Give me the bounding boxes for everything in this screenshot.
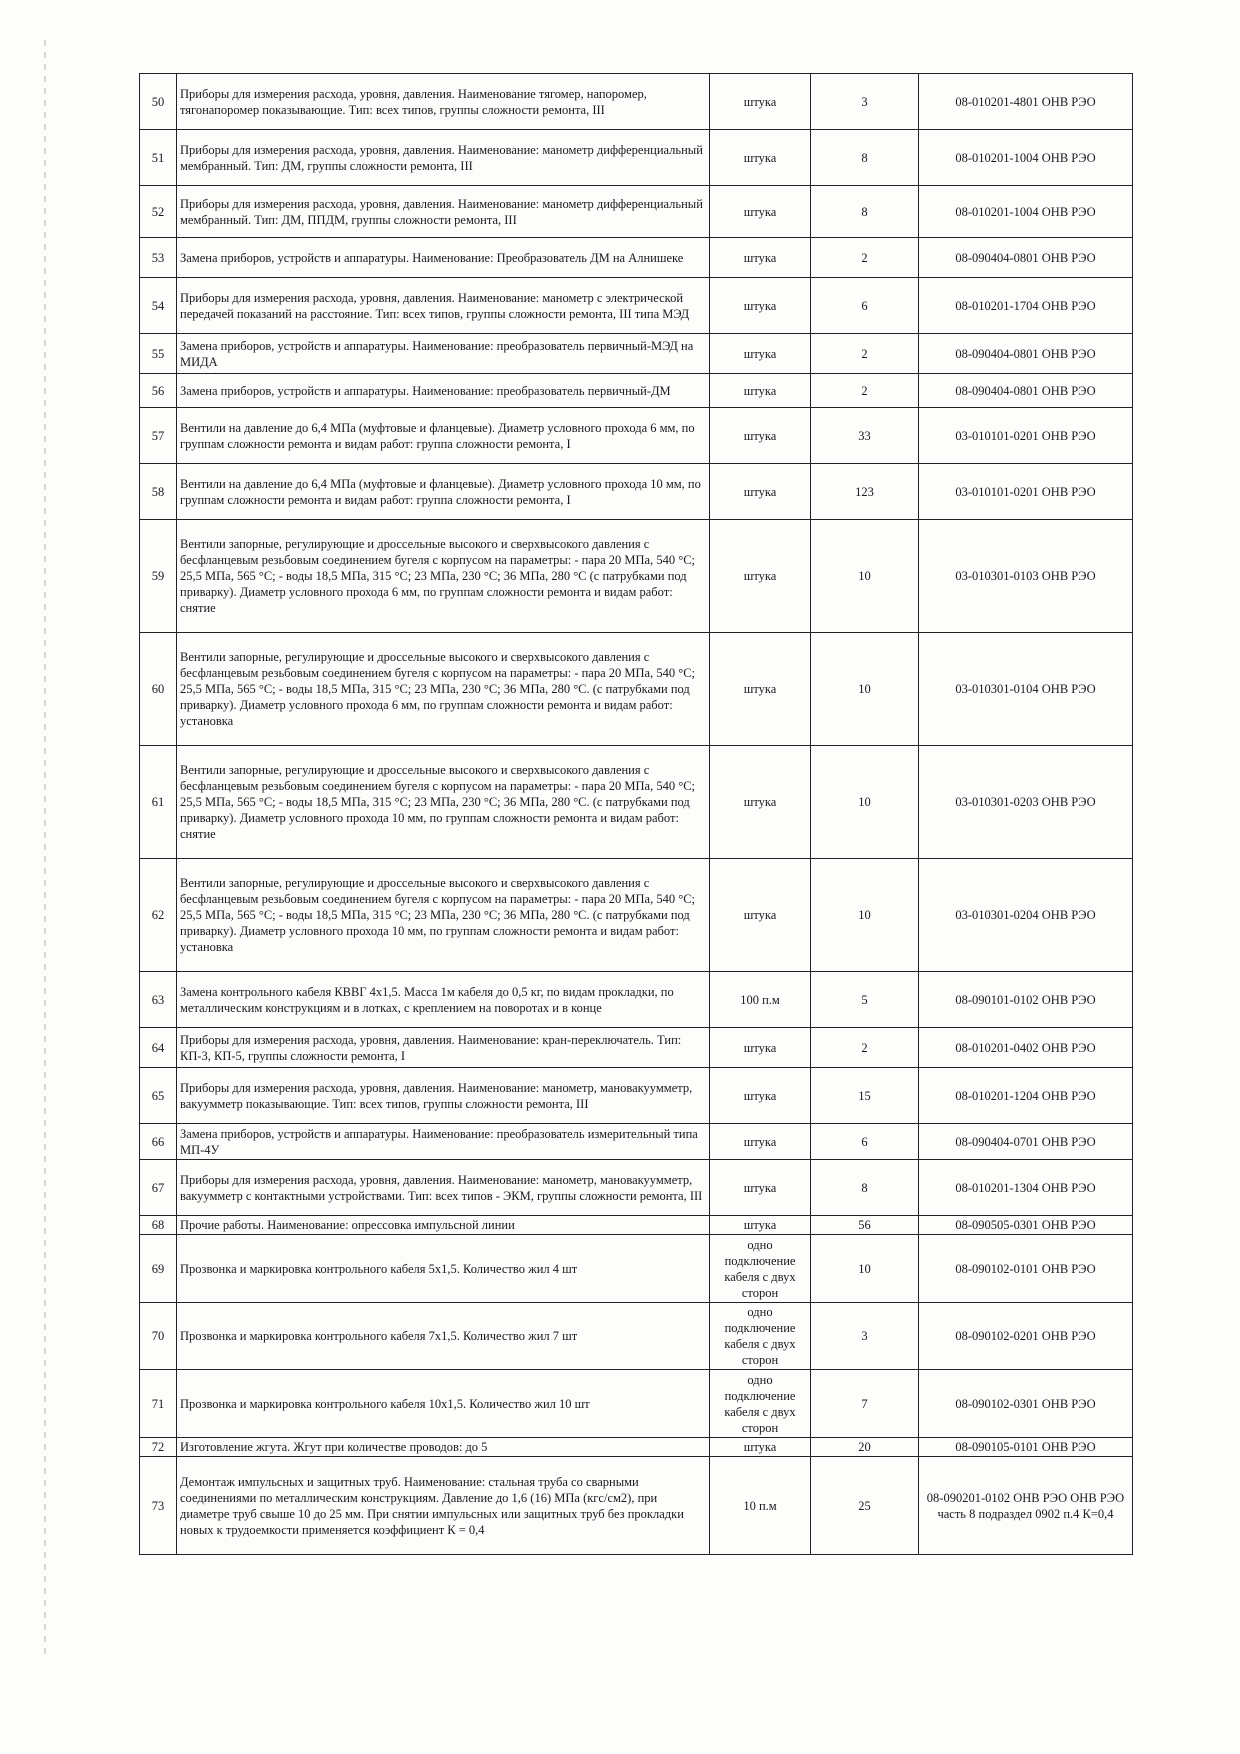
- quantity: 10: [811, 859, 919, 972]
- row-number: 64: [140, 1028, 177, 1068]
- table-row: [140, 408, 1133, 464]
- table-row: [140, 746, 1133, 859]
- norm-code: 08-090102-0201 ОНВ РЭО: [919, 1303, 1133, 1370]
- table-row: [140, 633, 1133, 746]
- norm-code: 03-010301-0203 ОНВ РЭО: [919, 746, 1133, 859]
- norm-code: 08-090102-0101 ОНВ РЭО: [919, 1235, 1133, 1303]
- norm-code: 08-090505-0301 ОНВ РЭО: [919, 1216, 1133, 1235]
- table-row: [140, 1370, 1133, 1438]
- row-number: 56: [140, 374, 177, 408]
- work-description: Вентили запорные, регулирующие и дроссельные высокого и сверхвысокого давления с бесфланцевым резьбовым соединением бугеля с корпусом на параметры: - пара 20 МПа, 540 °С; 25,5 МПа, 565 °С; - воды 18,5 МПа, 315 °С; 23 МПа, 230 °С; 36 МПа, 280 °С. (с патрубками под приварку). Диаметр условного прохода 10 мм, по группам сложности ремонта и видам работ: снятие: [177, 746, 710, 859]
- table-row: [140, 520, 1133, 633]
- quantity: 25: [811, 1457, 919, 1555]
- norm-code: 08-090105-0101 ОНВ РЭО: [919, 1438, 1133, 1457]
- quantity: 10: [811, 520, 919, 633]
- norm-code: 08-090201-0102 ОНВ РЭО ОНВ РЭО часть 8 подраздел 0902 п.4 К=0,4: [919, 1457, 1133, 1555]
- row-number: 68: [140, 1216, 177, 1235]
- quantity: 10: [811, 633, 919, 746]
- unit-of-measure: штука: [710, 1028, 811, 1068]
- table-row: [140, 374, 1133, 408]
- unit-of-measure: штука: [710, 1438, 811, 1457]
- unit-of-measure: штука: [710, 859, 811, 972]
- table-row: [140, 238, 1133, 278]
- unit-of-measure: штука: [710, 238, 811, 278]
- row-number: 69: [140, 1235, 177, 1303]
- row-number: 71: [140, 1370, 177, 1438]
- work-description: Замена приборов, устройств и аппаратуры. Наименование: преобразователь первичный-МЭД на МИДА: [177, 334, 710, 374]
- table-row: [140, 1068, 1133, 1124]
- norm-code: 08-010201-1004 ОНВ РЭО: [919, 186, 1133, 238]
- norm-code: 03-010301-0103 ОНВ РЭО: [919, 520, 1133, 633]
- work-description: Вентили запорные, регулирующие и дроссельные высокого и сверхвысокого давления с бесфланцевым резьбовым соединением бугеля с корпусом на параметры: - пара 20 МПа, 540 °С; 25,5 МПа, 565 °С; - воды 18,5 МПа, 315 °С; 23 МПа, 230 °С; 36 МПа, 280 °С. (с патрубками под приварку). Диаметр условного прохода 6 мм, по группам сложности ремонта и видам работ: установка: [177, 633, 710, 746]
- document-sheet: [139, 73, 1132, 1555]
- work-description: Замена приборов, устройств и аппаратуры. Наименование: преобразователь измерительный типа МП-4У: [177, 1124, 710, 1160]
- work-description: Прозвонка и маркировка контрольного кабеля 7х1,5. Количество жил 7 шт: [177, 1303, 710, 1370]
- row-number: 66: [140, 1124, 177, 1160]
- unit-of-measure: штука: [710, 130, 811, 186]
- scan-edge-marks: [44, 40, 46, 1660]
- table-body: [140, 74, 1133, 1555]
- quantity: 8: [811, 1160, 919, 1216]
- work-items-table: [139, 73, 1133, 1555]
- norm-code: 08-090404-0701 ОНВ РЭО: [919, 1124, 1133, 1160]
- unit-of-measure: одно подключение кабеля с двух сторон: [710, 1235, 811, 1303]
- table-row: [140, 1124, 1133, 1160]
- quantity: 10: [811, 1235, 919, 1303]
- work-description: Вентили запорные, регулирующие и дроссельные высокого и сверхвысокого давления с бесфланцевым резьбовым соединением бугеля с корпусом на параметры: - пара 20 МПа, 540 °С; 25,5 МПа, 565 °С; - воды 18,5 МПа, 315 °С; 23 МПа, 230 °С; 36 МПа, 280 °С. (с патрубками под приварку). Диаметр условного прохода 10 мм, по группам сложности ремонта и видам работ: установка: [177, 859, 710, 972]
- quantity: 8: [811, 186, 919, 238]
- table-row: [140, 130, 1133, 186]
- table-row: [140, 1457, 1133, 1555]
- row-number: 67: [140, 1160, 177, 1216]
- norm-code: 03-010101-0201 ОНВ РЭО: [919, 408, 1133, 464]
- table-row: [140, 464, 1133, 520]
- work-description: Замена приборов, устройств и аппаратуры. Наименование: преобразователь первичный-ДМ: [177, 374, 710, 408]
- norm-code: 08-090102-0301 ОНВ РЭО: [919, 1370, 1133, 1438]
- work-description: Прозвонка и маркировка контрольного кабеля 10х1,5. Количество жил 10 шт: [177, 1370, 710, 1438]
- table-row: [140, 1160, 1133, 1216]
- work-description: Приборы для измерения расхода, уровня, давления. Наименование: манометр, мановакуумметр, вакуумметр показывающие. Тип: всех типов, группы сложности ремонта, III: [177, 1068, 710, 1124]
- norm-code: 08-010201-1204 ОНВ РЭО: [919, 1068, 1133, 1124]
- work-description: Вентили запорные, регулирующие и дроссельные высокого и сверхвысокого давления с бесфланцевым резьбовым соединением бугеля с корпусом на параметры: - пара 20 МПа, 540 °С; 25,5 МПа, 565 °С; - воды 18,5 МПа, 315 °С; 23 МПа, 230 °С; 36 МПа, 280 °С (с патрубками под приварку). Диаметр условного прохода 6 мм, по группам сложности ремонта и видам работ: снятие: [177, 520, 710, 633]
- unit-of-measure: штука: [710, 374, 811, 408]
- unit-of-measure: одно подключение кабеля с двух сторон: [710, 1303, 811, 1370]
- work-description: Демонтаж импульсных и защитных труб. Наименование: стальная труба со сварными соединениями по металлическим конструкциям. Давление до 1,6 (16) МПа (кгс/см2), при диаметре труб свыше 10 до 25 мм. При снятии импульсных или защитных труб без прокладки новых к трудоемкости применяется коэффициент К = 0,4: [177, 1457, 710, 1555]
- row-number: 58: [140, 464, 177, 520]
- quantity: 2: [811, 334, 919, 374]
- row-number: 70: [140, 1303, 177, 1370]
- norm-code: 08-010201-4801 ОНВ РЭО: [919, 74, 1133, 130]
- row-number: 65: [140, 1068, 177, 1124]
- quantity: 7: [811, 1370, 919, 1438]
- quantity: 6: [811, 278, 919, 334]
- row-number: 50: [140, 74, 177, 130]
- unit-of-measure: 100 п.м: [710, 972, 811, 1028]
- norm-code: 03-010301-0104 ОНВ РЭО: [919, 633, 1133, 746]
- unit-of-measure: штука: [710, 464, 811, 520]
- row-number: 72: [140, 1438, 177, 1457]
- quantity: 10: [811, 746, 919, 859]
- unit-of-measure: штука: [710, 278, 811, 334]
- quantity: 56: [811, 1216, 919, 1235]
- unit-of-measure: штука: [710, 1160, 811, 1216]
- work-description: Приборы для измерения расхода, уровня, давления. Наименование: манометр с электрической передачей показаний на расстояние. Тип: всех типов, группы сложности ремонта, III типа МЭД: [177, 278, 710, 334]
- row-number: 73: [140, 1457, 177, 1555]
- quantity: 33: [811, 408, 919, 464]
- quantity: 3: [811, 1303, 919, 1370]
- work-description: Вентили на давление до 6,4 МПа (муфтовые и фланцевые). Диаметр условного прохода 10 мм, по группам сложности ремонта и видам работ: группа сложности ремонта, I: [177, 464, 710, 520]
- norm-code: 08-010201-1704 ОНВ РЭО: [919, 278, 1133, 334]
- quantity: 123: [811, 464, 919, 520]
- quantity: 20: [811, 1438, 919, 1457]
- unit-of-measure: штука: [710, 520, 811, 633]
- unit-of-measure: штука: [710, 746, 811, 859]
- unit-of-measure: штука: [710, 408, 811, 464]
- work-description: Изготовление жгута. Жгут при количестве проводов: до 5: [177, 1438, 710, 1457]
- table-row: [140, 1303, 1133, 1370]
- norm-code: 08-010201-1304 ОНВ РЭО: [919, 1160, 1133, 1216]
- norm-code: 03-010301-0204 ОНВ РЭО: [919, 859, 1133, 972]
- unit-of-measure: одно подключение кабеля с двух сторон: [710, 1370, 811, 1438]
- row-number: 60: [140, 633, 177, 746]
- norm-code: 08-010201-1004 ОНВ РЭО: [919, 130, 1133, 186]
- row-number: 61: [140, 746, 177, 859]
- work-description: Вентили на давление до 6,4 МПа (муфтовые и фланцевые). Диаметр условного прохода 6 мм, по группам сложности ремонта и видам работ: группа сложности ремонта, I: [177, 408, 710, 464]
- quantity: 2: [811, 374, 919, 408]
- row-number: 59: [140, 520, 177, 633]
- row-number: 62: [140, 859, 177, 972]
- norm-code: 08-090404-0801 ОНВ РЭО: [919, 334, 1133, 374]
- quantity: 6: [811, 1124, 919, 1160]
- work-description: Приборы для измерения расхода, уровня, давления. Наименование: кран-переключатель. Тип: КП-3, КП-5, группы сложности ремонта, I: [177, 1028, 710, 1068]
- table-row: [140, 1216, 1133, 1235]
- row-number: 53: [140, 238, 177, 278]
- work-description: Прочие работы. Наименование: опрессовка импульсной линии: [177, 1216, 710, 1235]
- work-description: Прозвонка и маркировка контрольного кабеля 5х1,5. Количество жил 4 шт: [177, 1235, 710, 1303]
- work-description: Приборы для измерения расхода, уровня, давления. Наименование: манометр дифференциальный мембранный. Тип: ДМ, группы сложности ремонта, III: [177, 130, 710, 186]
- norm-code: 08-090404-0801 ОНВ РЭО: [919, 374, 1133, 408]
- quantity: 5: [811, 972, 919, 1028]
- unit-of-measure: штука: [710, 334, 811, 374]
- unit-of-measure: штука: [710, 1124, 811, 1160]
- work-description: Приборы для измерения расхода, уровня, давления. Наименование: манометр, мановакуумметр, вакуумметр с контактными устройствами. Тип: всех типов - ЭКМ, группы сложности ремонта, III: [177, 1160, 710, 1216]
- unit-of-measure: штука: [710, 74, 811, 130]
- work-description: Замена приборов, устройств и аппаратуры. Наименование: Преобразователь ДМ на Алнишеке: [177, 238, 710, 278]
- unit-of-measure: штука: [710, 1216, 811, 1235]
- work-description: Приборы для измерения расхода, уровня, давления. Наименование тягомер, напоромер, тягонапоромер показывающие. Тип: всех типов, группы сложности ремонта, III: [177, 74, 710, 130]
- norm-code: 08-090101-0102 ОНВ РЭО: [919, 972, 1133, 1028]
- quantity: 3: [811, 74, 919, 130]
- work-description: Приборы для измерения расхода, уровня, давления. Наименование: манометр дифференциальный мембранный. Тип: ДМ, ППДМ, группы сложности ремонта, III: [177, 186, 710, 238]
- quantity: 8: [811, 130, 919, 186]
- row-number: 52: [140, 186, 177, 238]
- table-row: [140, 1235, 1133, 1303]
- unit-of-measure: штука: [710, 1068, 811, 1124]
- work-description: Замена контрольного кабеля КВВГ 4х1,5. Масса 1м кабеля до 0,5 кг, по видам прокладки, по металлическим конструкциям и в лотках, с креплением на поворотах и в конце: [177, 972, 710, 1028]
- norm-code: 08-010201-0402 ОНВ РЭО: [919, 1028, 1133, 1068]
- unit-of-measure: штука: [710, 633, 811, 746]
- unit-of-measure: штука: [710, 186, 811, 238]
- quantity: 15: [811, 1068, 919, 1124]
- table-row: [140, 186, 1133, 238]
- row-number: 57: [140, 408, 177, 464]
- norm-code: 08-090404-0801 ОНВ РЭО: [919, 238, 1133, 278]
- quantity: 2: [811, 238, 919, 278]
- table-row: [140, 74, 1133, 130]
- table-row: [140, 859, 1133, 972]
- quantity: 2: [811, 1028, 919, 1068]
- row-number: 55: [140, 334, 177, 374]
- table-row: [140, 334, 1133, 374]
- table-row: [140, 1438, 1133, 1457]
- row-number: 51: [140, 130, 177, 186]
- table-row: [140, 1028, 1133, 1068]
- norm-code: 03-010101-0201 ОНВ РЭО: [919, 464, 1133, 520]
- table-row: [140, 972, 1133, 1028]
- unit-of-measure: 10 п.м: [710, 1457, 811, 1555]
- table-row: [140, 278, 1133, 334]
- row-number: 63: [140, 972, 177, 1028]
- row-number: 54: [140, 278, 177, 334]
